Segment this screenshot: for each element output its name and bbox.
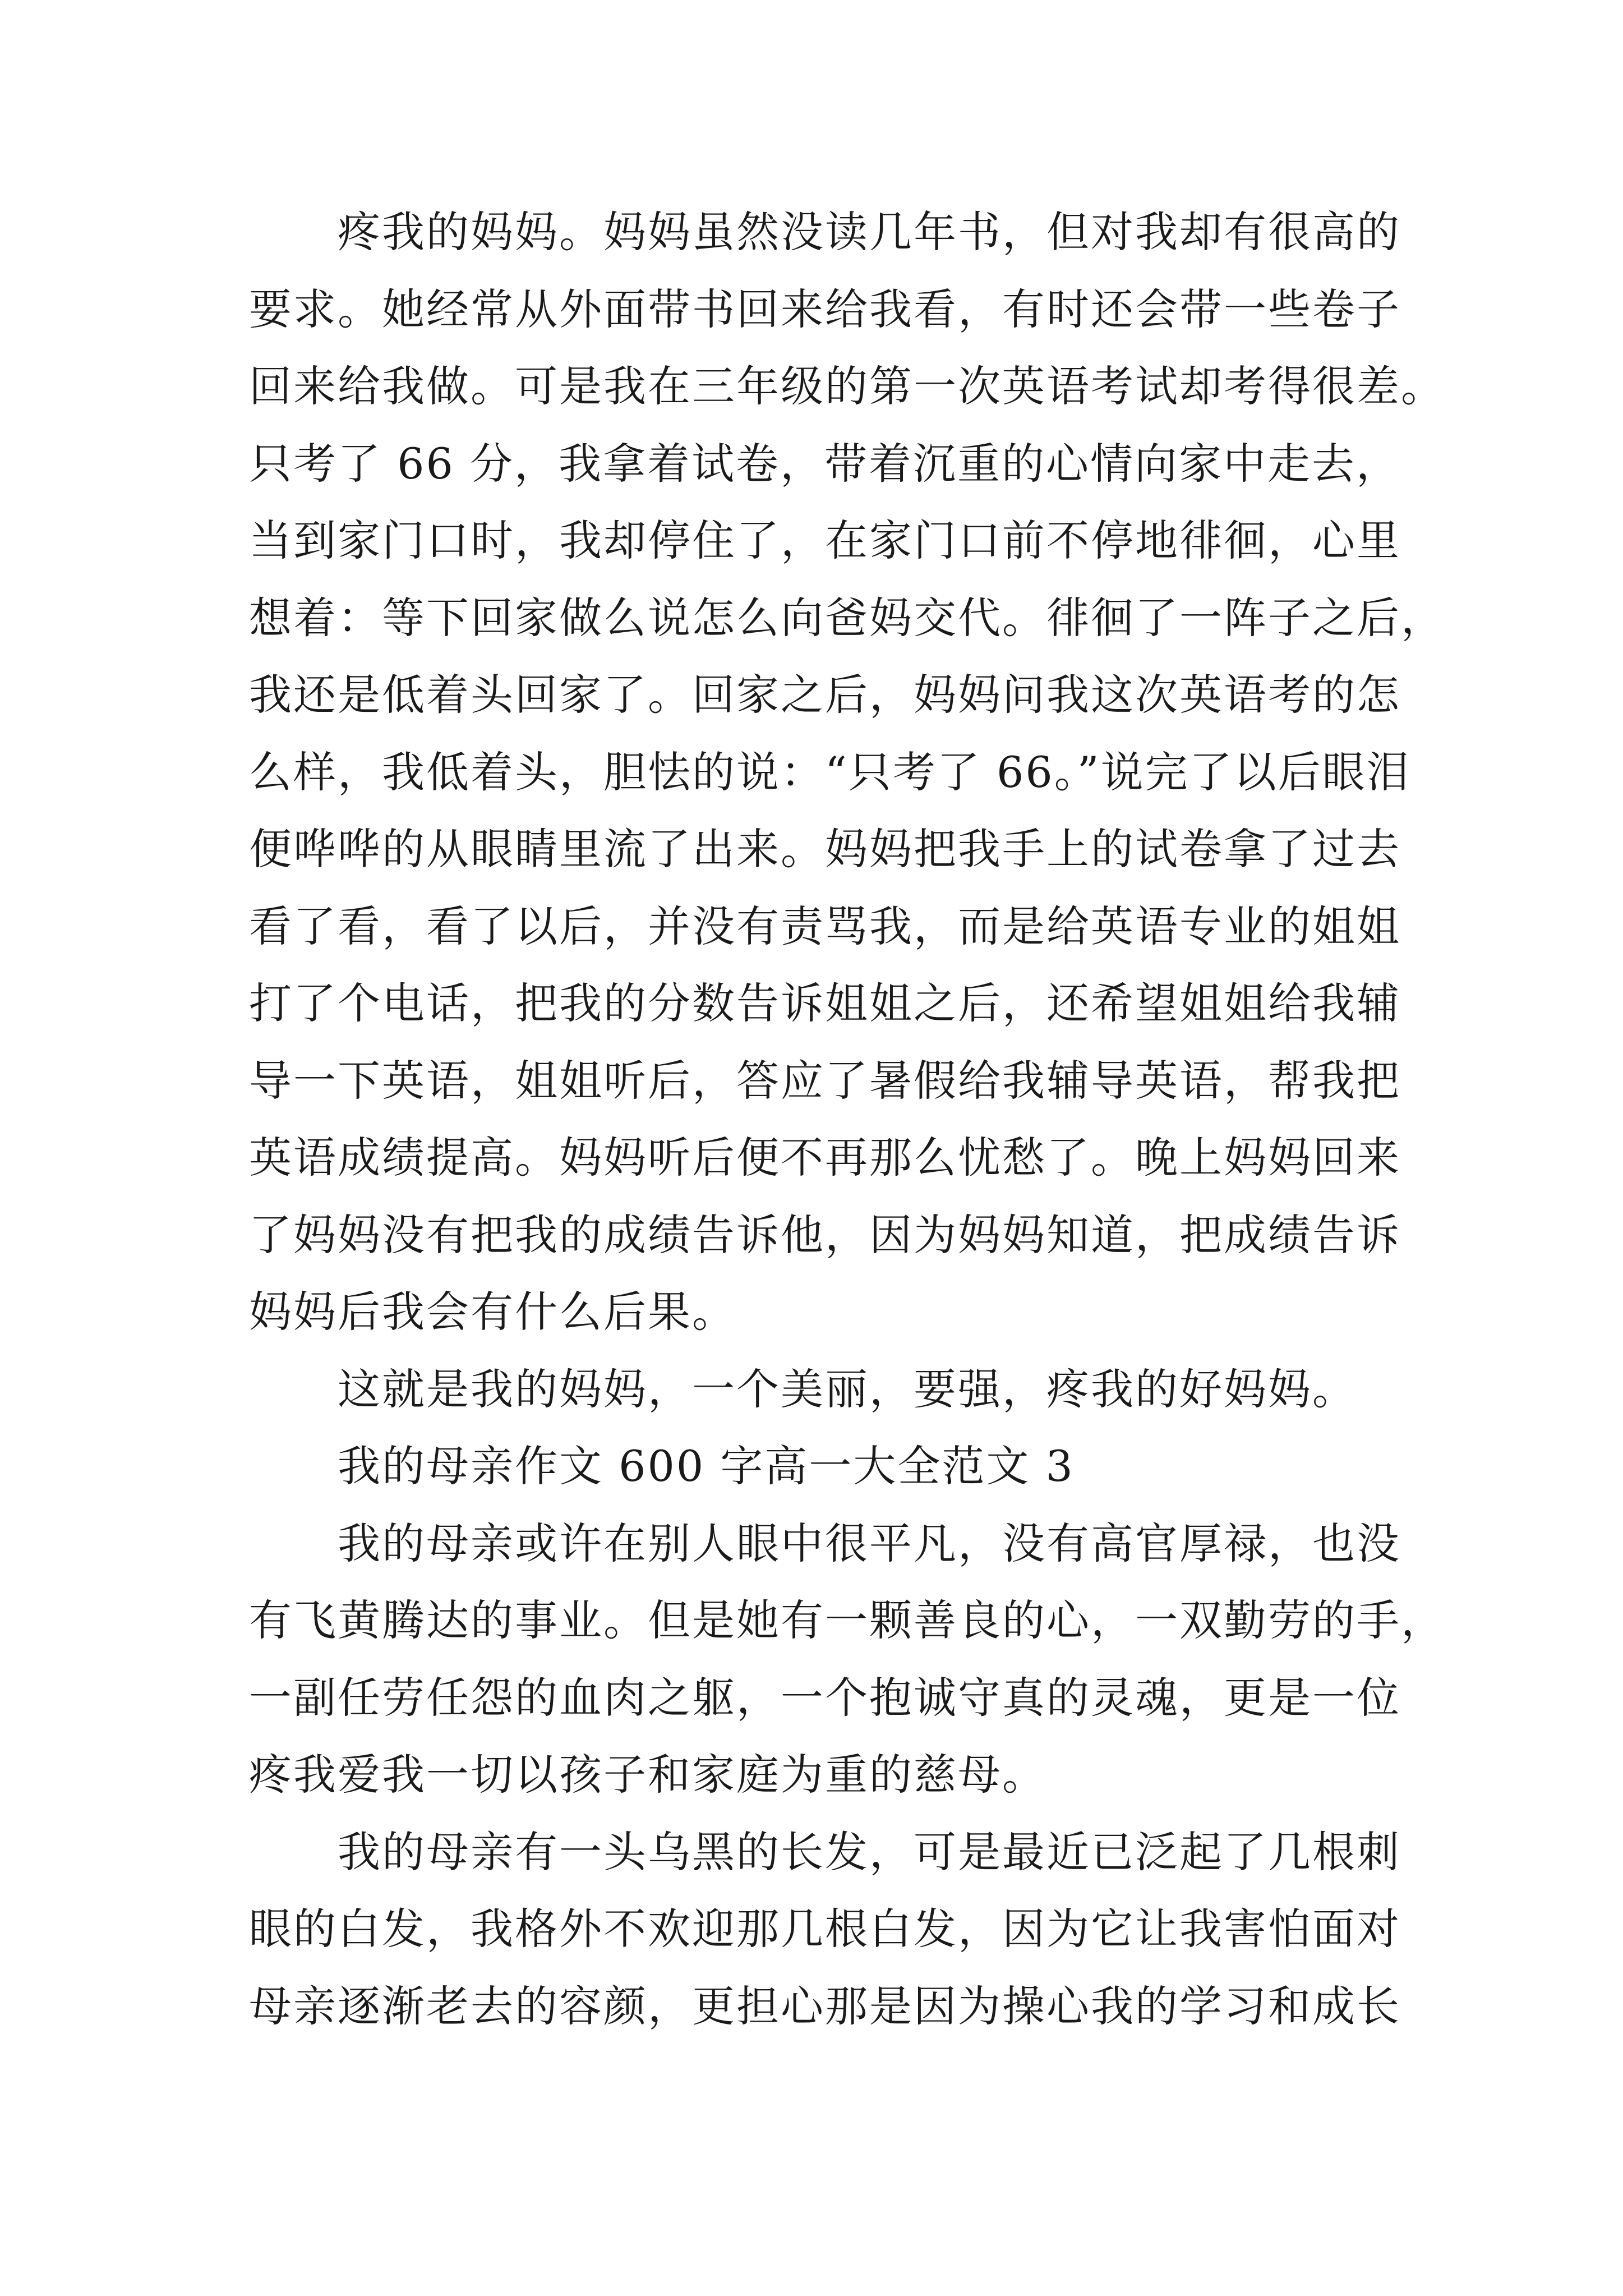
text-line: 要求。她经常从外面带书回来给我看，有时还会带一些卷子	[249, 284, 1401, 334]
body-text	[249, 194, 1445, 2045]
text-line: 只考了 66 分，我拿着试卷，带着沉重的心情向家中走去，	[249, 438, 1401, 489]
text-line: 我的母亲有一头乌黑的长发，可是最近已泛起了几根刺	[338, 1826, 1401, 1877]
text-line: 有飞黄腾达的事业。但是她有一颗善良的心，一双勤劳的手，	[249, 1595, 1445, 1645]
text-line: 看了看，看了以后，并没有责骂我，而是给英语专业的姐姐	[249, 901, 1401, 951]
text-line: 导一下英语，姐姐听后，答应了暑假给我辅导英语，帮我把	[249, 1055, 1401, 1106]
text-line: 眼的白发，我格外不欢迎那几根白发，因为它让我害怕面对	[249, 1904, 1401, 1954]
section-heading: 我的母亲作文 600 字高一大全范文 3	[338, 1441, 1075, 1491]
text-line: 当到家门口时，我却停住了，在家门口前不停地徘徊，心里	[249, 516, 1401, 565]
text-line: 英语成绩提高。妈妈听后便不再那么忧愁了。晚上妈妈回来	[249, 1133, 1401, 1182]
text-line: 打了个电话，把我的分数告诉姐姐之后，还希望姐姐给我辅	[249, 978, 1401, 1028]
text-line: 回来给我做。可是我在三年级的第一次英语考试却考得很差。	[249, 361, 1445, 411]
text-line: 了妈妈没有把我的成绩告诉他，因为妈妈知道，把成绩告诉	[249, 1209, 1401, 1260]
text-line: 想着：等下回家做么说怎么向爸妈交代。徘徊了一阵子之后，	[249, 592, 1445, 643]
text-line: 一副任劳任怨的血肉之躯，一个抱诚守真的灵魂，更是一位	[249, 1672, 1401, 1723]
text-line: 疼我的妈妈。妈妈虽然没读几年书，但对我却有很高的	[338, 207, 1401, 257]
text-line: 疼我爱我一切以孩子和家庭为重的慈母。	[249, 1750, 1046, 1800]
text-line: 便哗哗的从眼睛里流了出来。妈妈把我手上的试卷拿了过去	[249, 824, 1401, 874]
text-line: 妈妈后我会有什么后果。	[249, 1287, 736, 1337]
text-line: 我还是低着头回家了。回家之后，妈妈问我这次英语考的怎	[249, 670, 1401, 720]
text-line: 么样，我低着头，胆怯的说：“只考了 66。”说完了以后眼泪	[249, 747, 1411, 797]
text-line: 我的母亲或许在别人眼中很平凡，没有高官厚禄，也没	[338, 1518, 1401, 1568]
text-line: 这就是我的妈妈，一个美丽，要强，疼我的好妈妈。	[338, 1364, 1357, 1414]
text-line: 母亲逐渐老去的容颜，更担心那是因为操心我的学习和成长	[249, 1981, 1401, 2031]
